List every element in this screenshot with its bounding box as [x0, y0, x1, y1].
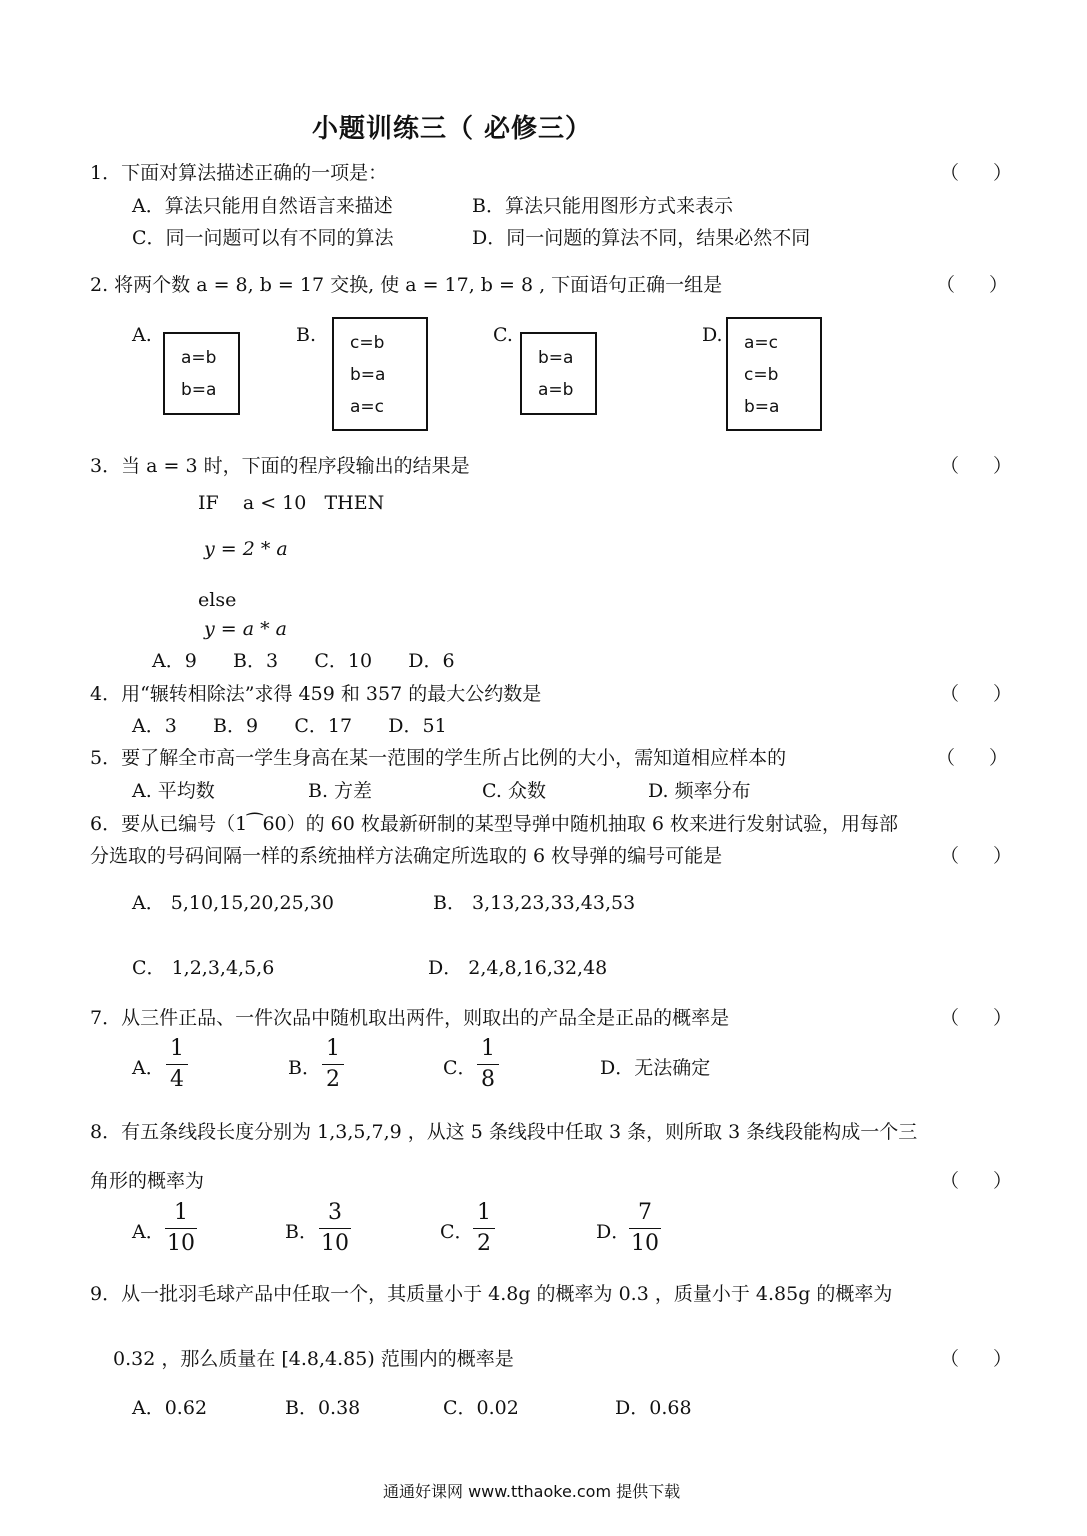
question-8-option-a-fraction [165, 1200, 197, 1257]
question-4-answer-blank: （ ） [940, 683, 1027, 705]
fraction-bar [165, 1228, 197, 1229]
question-8-option-c-label: C． [440, 1221, 474, 1243]
fraction-denominator: 2 [477, 1231, 491, 1256]
fraction-bar [477, 1064, 499, 1065]
code-line: c=b [350, 333, 385, 353]
fraction-bar [322, 1064, 344, 1065]
fraction-numerator: 1 [477, 1200, 491, 1225]
question-8-option-b-label: B． [285, 1221, 318, 1243]
question-9-option-c: C．0.02 [443, 1397, 519, 1419]
fraction-bar [629, 1228, 661, 1229]
code-line: a=b [181, 348, 217, 368]
code-line: a=b [538, 380, 574, 400]
question-7-answer-blank: （ ） [940, 1007, 1027, 1029]
question-7-option-d: D．无法确定 [600, 1057, 711, 1079]
question-1-option-a: A．算法只能用自然语言来描述 [132, 195, 393, 217]
code-line: b=a [744, 397, 780, 417]
fraction-bar [166, 1064, 188, 1065]
code-line: c=b [744, 365, 779, 385]
question-8-option-a-label: A． [132, 1221, 165, 1243]
question-2-text: 2. 将两个数 a = 8, b = 17 交换, 使 a = 17, b = 8 , 下面语句正确一组是 [90, 274, 723, 296]
question-1-answer-blank: （ ） [940, 162, 1027, 184]
question-9-text-line-2: 0.32 ，那么质量在 [4.8,4.85) 范围内的概率是 [113, 1348, 514, 1370]
question-9-text-line-1: 9．从一批羽毛球产品中任取一个，其质量小于 4.8g 的概率为 0.3 ，质量小于 4.85g 的概率为 [90, 1283, 893, 1305]
question-2-option-c-code-box [520, 332, 597, 415]
fraction-numerator: 1 [174, 1200, 188, 1225]
question-8-option-d-label: D． [596, 1221, 631, 1243]
page-title: 小题训练三（ 必修三） [312, 114, 593, 144]
program-line-if: IF a < 10 THEN [198, 492, 385, 514]
fraction-numerator: 1 [170, 1036, 184, 1061]
question-9-option-d: D．0.68 [615, 1397, 692, 1419]
question-1-text: 1．下面对算法描述正确的一项是： [90, 162, 388, 184]
page-footer: 通通好课网 www.tthaoke.com 提供下载 [383, 1482, 681, 1501]
question-9-option-b: B．0.38 [285, 1397, 361, 1419]
question-8-answer-blank: （ ） [940, 1170, 1027, 1192]
question-7-option-b-label: B． [288, 1057, 321, 1079]
fraction-denominator: 4 [170, 1067, 184, 1092]
fraction-bar [473, 1228, 495, 1229]
question-2-option-d-code-box [726, 317, 822, 431]
question-6-option-b: B． 3,13,23,33,43,53 [433, 892, 636, 914]
question-5-text: 5．要了解全市高一学生身高在某一范围的学生所占比例的大小，需知道相应样本的 [90, 747, 787, 769]
code-line: b=a [181, 380, 217, 400]
question-7-option-a-label: A． [132, 1057, 165, 1079]
code-line: b=a [350, 365, 386, 385]
question-2-option-d-label: D. [702, 324, 723, 346]
question-8-option-d-fraction [629, 1200, 661, 1257]
fraction-numerator: 1 [481, 1036, 495, 1061]
fraction-denominator: 2 [326, 1067, 340, 1092]
question-1-option-d: D．同一问题的算法不同，结果必然不同 [472, 227, 811, 249]
question-6-text-line-2: 分选取的号码间隔一样的系统抽样方法确定所选取的 6 枚导弹的编号可能是 [90, 845, 723, 867]
program-line-else-body: y = a * a [204, 618, 287, 640]
question-7-option-c-fraction [477, 1036, 499, 1093]
fraction-numerator: 1 [326, 1036, 340, 1061]
question-7-option-b-fraction [322, 1036, 344, 1093]
question-5-option-b: B. 方差 [308, 780, 373, 802]
fraction-numerator: 3 [328, 1200, 342, 1225]
fraction-denominator: 10 [631, 1231, 659, 1256]
question-5-option-c: C. 众数 [482, 780, 546, 802]
question-9-answer-blank: （ ） [940, 1348, 1027, 1370]
question-2-option-b-label: B. [296, 324, 317, 346]
code-line: a=c [744, 333, 779, 353]
code-line: a=c [350, 397, 385, 417]
fraction-bar [319, 1228, 351, 1229]
program-line-then: y = 2 * a [204, 538, 288, 560]
question-8-text-line-1: 8．有五条线段长度分别为 1,3,5,7,9 ，从这 5 条线段中任取 3 条，则所取 3 条线段能构成一个三 [90, 1121, 918, 1143]
question-6-answer-blank: （ ） [940, 845, 1027, 867]
question-7-option-c-label: C． [443, 1057, 477, 1079]
question-3-answer-blank: （ ） [940, 455, 1027, 477]
question-3-text: 3．当 a = 3 时，下面的程序段输出的结果是 [90, 455, 470, 477]
question-6-option-c: C． 1,2,3,4,5,6 [132, 957, 275, 979]
question-8-option-b-fraction [319, 1200, 351, 1257]
question-6-option-d: D． 2,4,8,16,32,48 [428, 957, 608, 979]
fraction-numerator: 7 [638, 1200, 652, 1225]
fraction-denominator: 10 [167, 1231, 195, 1256]
question-7-option-a-fraction [166, 1036, 188, 1093]
question-2-option-a-label: A. [132, 324, 152, 346]
program-line-else: else [198, 589, 237, 611]
question-4-text: 4．用“辗转相除法”求得 459 和 357 的最大公约数是 [90, 683, 542, 705]
question-6-option-a: A． 5,10,15,20,25,30 [132, 892, 334, 914]
question-3-options: A．9 B．3 C．10 D．6 [152, 650, 455, 672]
question-4-options: A．3 B．9 C．17 D．51 [132, 715, 447, 737]
question-8-text-line-2: 角形的概率为 [90, 1170, 205, 1192]
question-1-option-c: C．同一问题可以有不同的算法 [132, 227, 394, 249]
question-5-option-d: D. 频率分布 [648, 780, 751, 802]
question-2-option-a-code-box [163, 332, 240, 415]
question-8-option-c-fraction [473, 1200, 495, 1257]
question-5-answer-blank: （ ） [936, 747, 1023, 769]
question-2-answer-blank: （ ） [936, 274, 1023, 296]
fraction-denominator: 8 [481, 1067, 495, 1092]
question-6-text-line-1: 6．要从已编号（1⁀60）的 60 枚最新研制的某型导弹中随机抽取 6 枚来进行发射试验，用每部 [90, 813, 899, 835]
question-2-option-c-label: C. [493, 324, 513, 346]
code-line: b=a [538, 348, 574, 368]
question-2-option-b-code-box [332, 317, 428, 431]
fraction-denominator: 10 [321, 1231, 349, 1256]
question-9-option-a: A．0.62 [132, 1397, 208, 1419]
question-5-option-a: A. 平均数 [132, 780, 215, 802]
question-1-option-b: B．算法只能用图形方式来表示 [472, 195, 733, 217]
question-7-text: 7．从三件正品、一件次品中随机取出两件，则取出的产品全是正品的概率是 [90, 1007, 730, 1029]
